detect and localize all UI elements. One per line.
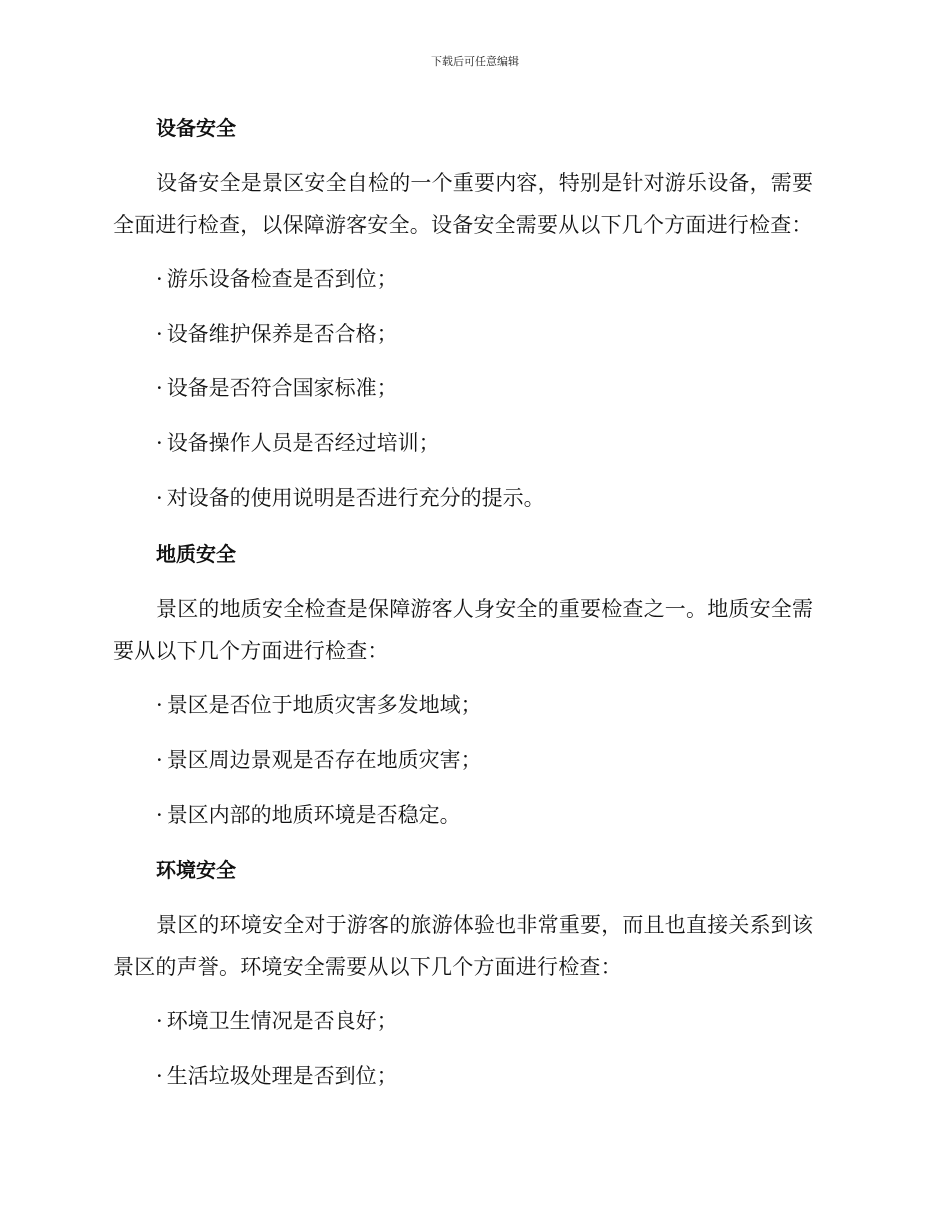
bullet-symbol: · (156, 748, 163, 772)
paragraph-line: 设备安全是景区安全自检的一个重要内容，特别是针对游乐设备，需要 (156, 171, 814, 195)
list-item (156, 690, 482, 720)
list-item-text: 景区周边景观是否存在地质灾害； (166, 748, 482, 772)
list-item (156, 1061, 398, 1091)
list-item-text: 设备是否符合国家标准； (166, 376, 398, 400)
list-item (156, 373, 398, 403)
paragraph-line: 要从以下几个方面进行检查： (113, 639, 389, 663)
bullet-symbol: · (156, 1009, 163, 1033)
bullet-symbol: · (156, 376, 163, 400)
bullet-symbol: · (156, 693, 163, 717)
section-heading-geological-safety: 地质安全 (156, 542, 236, 566)
list-item-text: 游乐设备检查是否到位； (166, 267, 398, 291)
bullet-symbol: · (156, 486, 163, 510)
bullet-symbol: · (156, 431, 163, 455)
paragraph-line: 景区的声誉。环境安全需要从以下几个方面进行检查： (113, 955, 622, 979)
section-heading-environment-safety: 环境安全 (156, 858, 236, 882)
list-item-text: 设备维护保养是否合格； (166, 322, 398, 346)
bullet-symbol: · (156, 1064, 163, 1088)
list-item-text: 环境卫生情况是否良好； (166, 1009, 398, 1033)
list-item (156, 319, 398, 349)
bullet-symbol: · (156, 267, 163, 291)
list-item-text: 对设备的使用说明是否进行充分的提示。 (166, 486, 545, 510)
paragraph-line: 景区的环境安全对于游客的旅游体验也非常重要，而且也直接关系到该 (156, 913, 814, 937)
list-item (156, 1006, 398, 1036)
page-header: 下载后可任意编辑 (431, 55, 519, 68)
list-item (156, 264, 398, 294)
list-item-text: 景区内部的地质环境是否稳定。 (166, 803, 461, 827)
bullet-symbol: · (156, 803, 163, 827)
section-heading-equipment-safety: 设备安全 (156, 116, 236, 140)
list-item-text: 景区是否位于地质灾害多发地域； (166, 693, 482, 717)
list-item (156, 428, 440, 458)
list-item-text: 生活垃圾处理是否到位； (166, 1064, 398, 1088)
list-item (156, 800, 461, 830)
list-item (156, 745, 482, 775)
list-item-text: 设备操作人员是否经过培训； (166, 431, 440, 455)
paragraph-line: 全面进行检查，以保障游客安全。设备安全需要从以下几个方面进行检查： (113, 213, 813, 237)
paragraph-line: 景区的地质安全检查是保障游客人身安全的重要检查之一。地质安全需 (156, 597, 814, 621)
bullet-symbol: · (156, 322, 163, 346)
list-item (156, 483, 545, 513)
